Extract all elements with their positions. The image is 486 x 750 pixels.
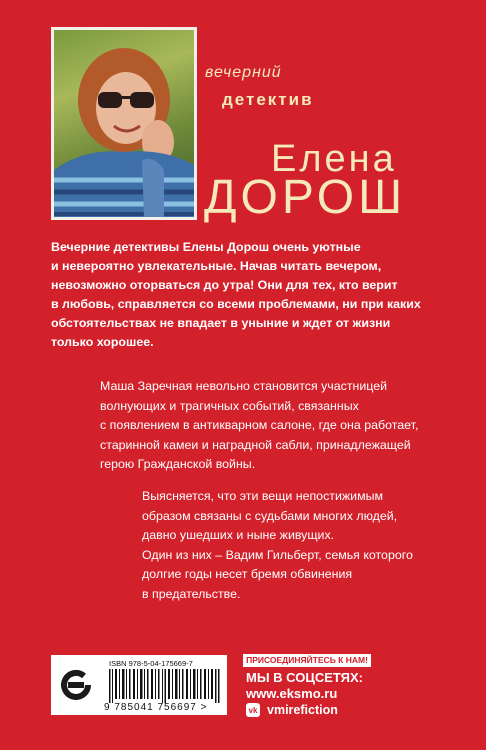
social-join-banner: ПРИСОЕДИНЯЙТЕСЬ К НАМ! [243, 654, 371, 667]
barcode-block [101, 655, 227, 715]
author-photo [51, 27, 197, 220]
social-title: МЫ В СОЦСЕТЯХ: [246, 670, 364, 685]
description-line: давно ушедших и ныне живущих. [142, 528, 335, 542]
vk-link[interactable] [246, 703, 338, 717]
blurb-line: обстоятельствах не впадает в уныние и ждет от жизни [51, 316, 391, 330]
description-line: герою Гражданской войны. [100, 457, 256, 471]
barcode-icon [109, 669, 221, 703]
description-paragraph-1 [100, 377, 470, 475]
series-name-line1: вечерний [205, 64, 282, 81]
isbn-number: ISBN 978-5-04-175669-7 [109, 659, 193, 668]
description-line: образом связаны с судьбами многих людей, [142, 508, 398, 523]
description-line: старинной камеи и наградной сабли, принадлежащей [100, 437, 411, 452]
description-line: с появлением в антикварном салоне, где она работает, [100, 418, 419, 432]
vk-handle: vmirefiction [267, 703, 338, 717]
description-line: долгие годы несет бремя обвинения [142, 567, 353, 581]
bold-blurb [51, 238, 451, 352]
blurb-line: только хорошее. [51, 335, 154, 349]
description-paragraph-2 [142, 487, 472, 604]
description-line: Маша Заречная невольно становится участницей [100, 379, 388, 393]
barcode-digits: 9 785041 756697 > [104, 702, 208, 713]
author-portrait-illustration [54, 30, 194, 217]
eksmo-logo-icon [58, 667, 94, 703]
description-line: волнующих и трагичных событий, связанных [100, 398, 359, 413]
author-first-name: Елена [271, 138, 397, 180]
website-link[interactable]: www.eksmo.ru [246, 686, 338, 701]
description-line: в предательстве. [142, 586, 241, 601]
blurb-line: в любовь, справляется со всеми проблемами, ни при каких [51, 297, 421, 311]
series-name-line2: детектив [222, 90, 314, 109]
vk-icon: vk [246, 703, 260, 717]
blurb-line: и невероятно увлекательные. Начав читать вечером, [51, 259, 382, 273]
author-last-name: ДОРОШ [204, 171, 407, 224]
description-line: Выясняется, что эти вещи непостижимым [142, 489, 384, 503]
description-line: Один из них – Вадим Гильберт, семья которого [142, 547, 413, 562]
blurb-line: Вечерние детективы Елены Дорош очень уютные [51, 240, 361, 254]
publisher-logo [51, 655, 101, 715]
blurb-line: невозможно оторваться до утра! Они для тех, кто верит [51, 278, 398, 292]
author-photo-image [54, 30, 194, 217]
